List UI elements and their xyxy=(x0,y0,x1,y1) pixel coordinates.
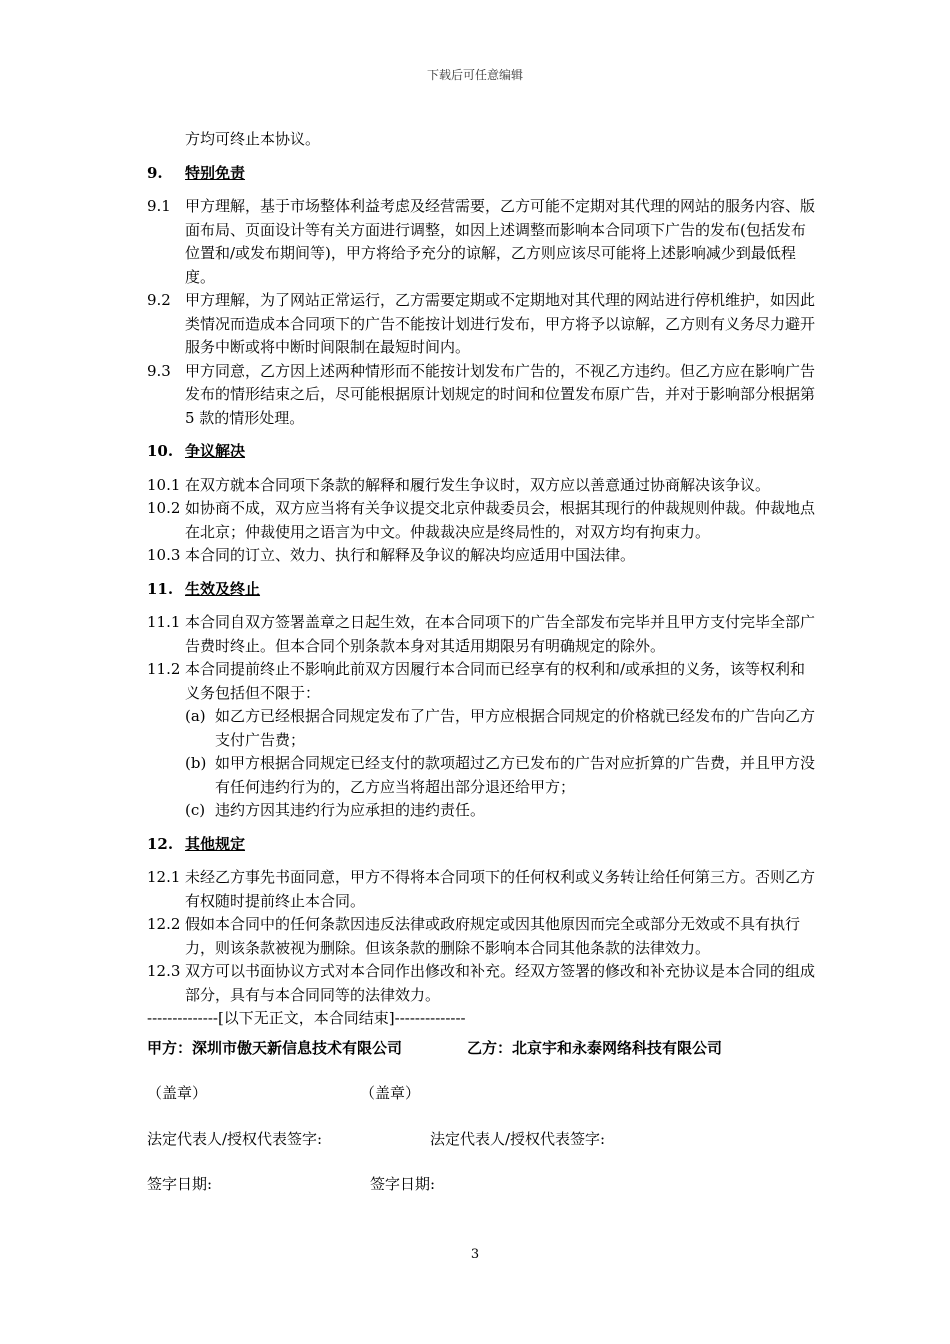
continuation-text: 方均可终止本协议。 xyxy=(185,130,321,148)
section-title: 其他规定 xyxy=(185,834,246,853)
clause-number: 9.2 xyxy=(147,291,171,309)
party-a-representative: 法定代表人/授权代表签字: xyxy=(147,1129,323,1148)
clause-text: 如协商不成，双方应当将有关争议提交北京仲裁委员会，根据其现行的仲裁规则仲裁。仲裁地点在北京；仲裁使用之语言为中文。仲裁裁决应是终局性的，对双方均有拘束力。 xyxy=(185,499,816,541)
page-number: 3 xyxy=(470,1247,480,1262)
sub-item xyxy=(147,705,817,752)
party-b-date: 签字日期: xyxy=(370,1175,436,1193)
clause xyxy=(147,360,817,431)
sub-item-number: (c) xyxy=(185,801,206,819)
clause xyxy=(147,289,817,360)
clause-number: 11.2 xyxy=(147,660,181,678)
document-body xyxy=(147,128,817,1197)
section-heading xyxy=(147,440,817,464)
section-title: 争议解决 xyxy=(185,442,246,460)
clause-text: 本合同提前终止不影响此前双方因履行本合同而已经享有的权利和/或承担的义务，该等权利和义务包括但不限于： xyxy=(185,660,806,702)
clause xyxy=(147,474,817,498)
section-number: 12. xyxy=(147,834,174,853)
section-number: 11. xyxy=(147,579,174,598)
clause xyxy=(147,658,817,705)
section-number: 10. xyxy=(147,442,174,460)
clause-text: 甲方同意，乙方因上述两种情形而不能按计划发布广告的，不视乙方违约。但乙方应在影响广告发布的情形结束之后，尽可能根据原计划规定的时间和位置发布原广告，并对于影响部分根据第 5 款的情形处理。 xyxy=(185,361,816,427)
sub-item-text: 违约方因其违约行为应承担的违约责任。 xyxy=(215,801,486,819)
sub-item-number: (a) xyxy=(185,707,206,725)
sub-item xyxy=(147,752,817,799)
party-b-representative: 法定代表人/授权代表签字: xyxy=(430,1129,606,1148)
clause xyxy=(147,611,817,658)
clause-number: 11.1 xyxy=(147,613,181,631)
party-a-name: 甲方：深圳市傲天新信息技术有限公司 xyxy=(147,1038,403,1057)
clause-number: 10.2 xyxy=(147,499,181,517)
page-header: 下载后可任意编辑 xyxy=(426,68,523,82)
clause-number: 10.3 xyxy=(147,546,181,564)
sub-item-number: (b) xyxy=(185,754,207,772)
clause-text: 双方可以书面协议方式对本合同作出修改和补充。经双方签署的修改和补充协议是本合同的组成部分，具有与本合同同等的法律效力。 xyxy=(185,962,816,1004)
section-title: 生效及终止 xyxy=(185,579,261,598)
clause-number: 9.3 xyxy=(147,361,171,380)
sub-item-text: 如乙方已经根据合同规定发布了广告，甲方应根据合同规定的价格就已经发布的广告向乙方支付广告费； xyxy=(215,707,816,749)
clause xyxy=(147,195,817,289)
clause-text: 本合同自双方签署盖章之日起生效，在本合同项下的广告全部发布完毕并且甲方支付完毕全部广告费时终止。但本合同个别条款本身对其适用期限另有明确规定的除外。 xyxy=(185,613,816,655)
clause-text: 未经乙方事先书面同意，甲方不得将本合同项下的任何权利或义务转让给任何第三方。否则乙方有权随时提前终止本合同。 xyxy=(185,868,816,910)
clause-number: 10.1 xyxy=(147,475,181,494)
representative-row xyxy=(147,1128,817,1152)
clause-text: 甲方理解，为了网站正常运行，乙方需要定期或不定期地对其代理的网站进行停机维护，如因此类情况而造成本合同项下的广告不能按计划进行发布，甲方将予以谅解，乙方则有义务尽力避开服务中断或将中断时间限制在最短时间内。 xyxy=(185,291,816,356)
sub-item xyxy=(147,799,817,823)
clause xyxy=(147,544,817,568)
party-a-date: 签字日期: xyxy=(147,1175,213,1193)
sub-item-text: 如甲方根据合同规定已经支付的款项超过乙方已发布的广告对应折算的广告费，并且甲方没有任何违约行为的，乙方应当将超出部分退还给甲方； xyxy=(215,754,816,796)
clause-text: 在双方就本合同项下条款的解释和履行发生争议时，双方应以善意通过协商解决该争议。 xyxy=(185,475,771,494)
section-title: 特别免责 xyxy=(185,163,246,182)
clause xyxy=(147,913,817,960)
date-row xyxy=(147,1173,817,1197)
clause-number: 12.3 xyxy=(147,962,181,980)
clause xyxy=(147,960,817,1007)
section-heading xyxy=(147,833,817,857)
party-a-seal: （盖章） xyxy=(147,1084,208,1102)
clause-number: 9.1 xyxy=(147,197,171,215)
clause-text: 甲方理解，基于市场整体利益考虑及经营需要，乙方可能不定期对其代理的网站的服务内容、版面布局、页面设计等有关方面进行调整，如因上述调整而影响本合同项下广告的发布(包括发布位置和/或发布期间等)，甲方将给予充分的谅解，乙方则应该尽可能将上述影响减少到最低程度。 xyxy=(185,197,816,286)
party-b-name: 乙方：北京宇和永泰网络科技有限公司 xyxy=(467,1038,723,1057)
clause-number: 12.1 xyxy=(147,868,181,886)
section-heading xyxy=(147,162,817,186)
clause xyxy=(147,866,817,913)
party-b-seal: （盖章） xyxy=(360,1084,421,1102)
end-marker: --------------[以下无正文，本合同结束]-------------- xyxy=(147,1009,466,1027)
section-heading xyxy=(147,578,817,602)
clause-number: 12.2 xyxy=(147,915,181,933)
clause-text: 假如本合同中的任何条款因违反法律或政府规定或因其他原因而完全或部分无效或不具有执行力，则该条款被视为删除。但该条款的删除不影响本合同其他条款的法律效力。 xyxy=(185,915,801,957)
section-number: 9. xyxy=(147,163,163,182)
party-names xyxy=(147,1037,817,1061)
seal-row xyxy=(147,1082,817,1106)
clause xyxy=(147,497,817,544)
clause-text: 本合同的订立、效力、执行和解释及争议的解决均应适用中国法律。 xyxy=(185,546,636,564)
